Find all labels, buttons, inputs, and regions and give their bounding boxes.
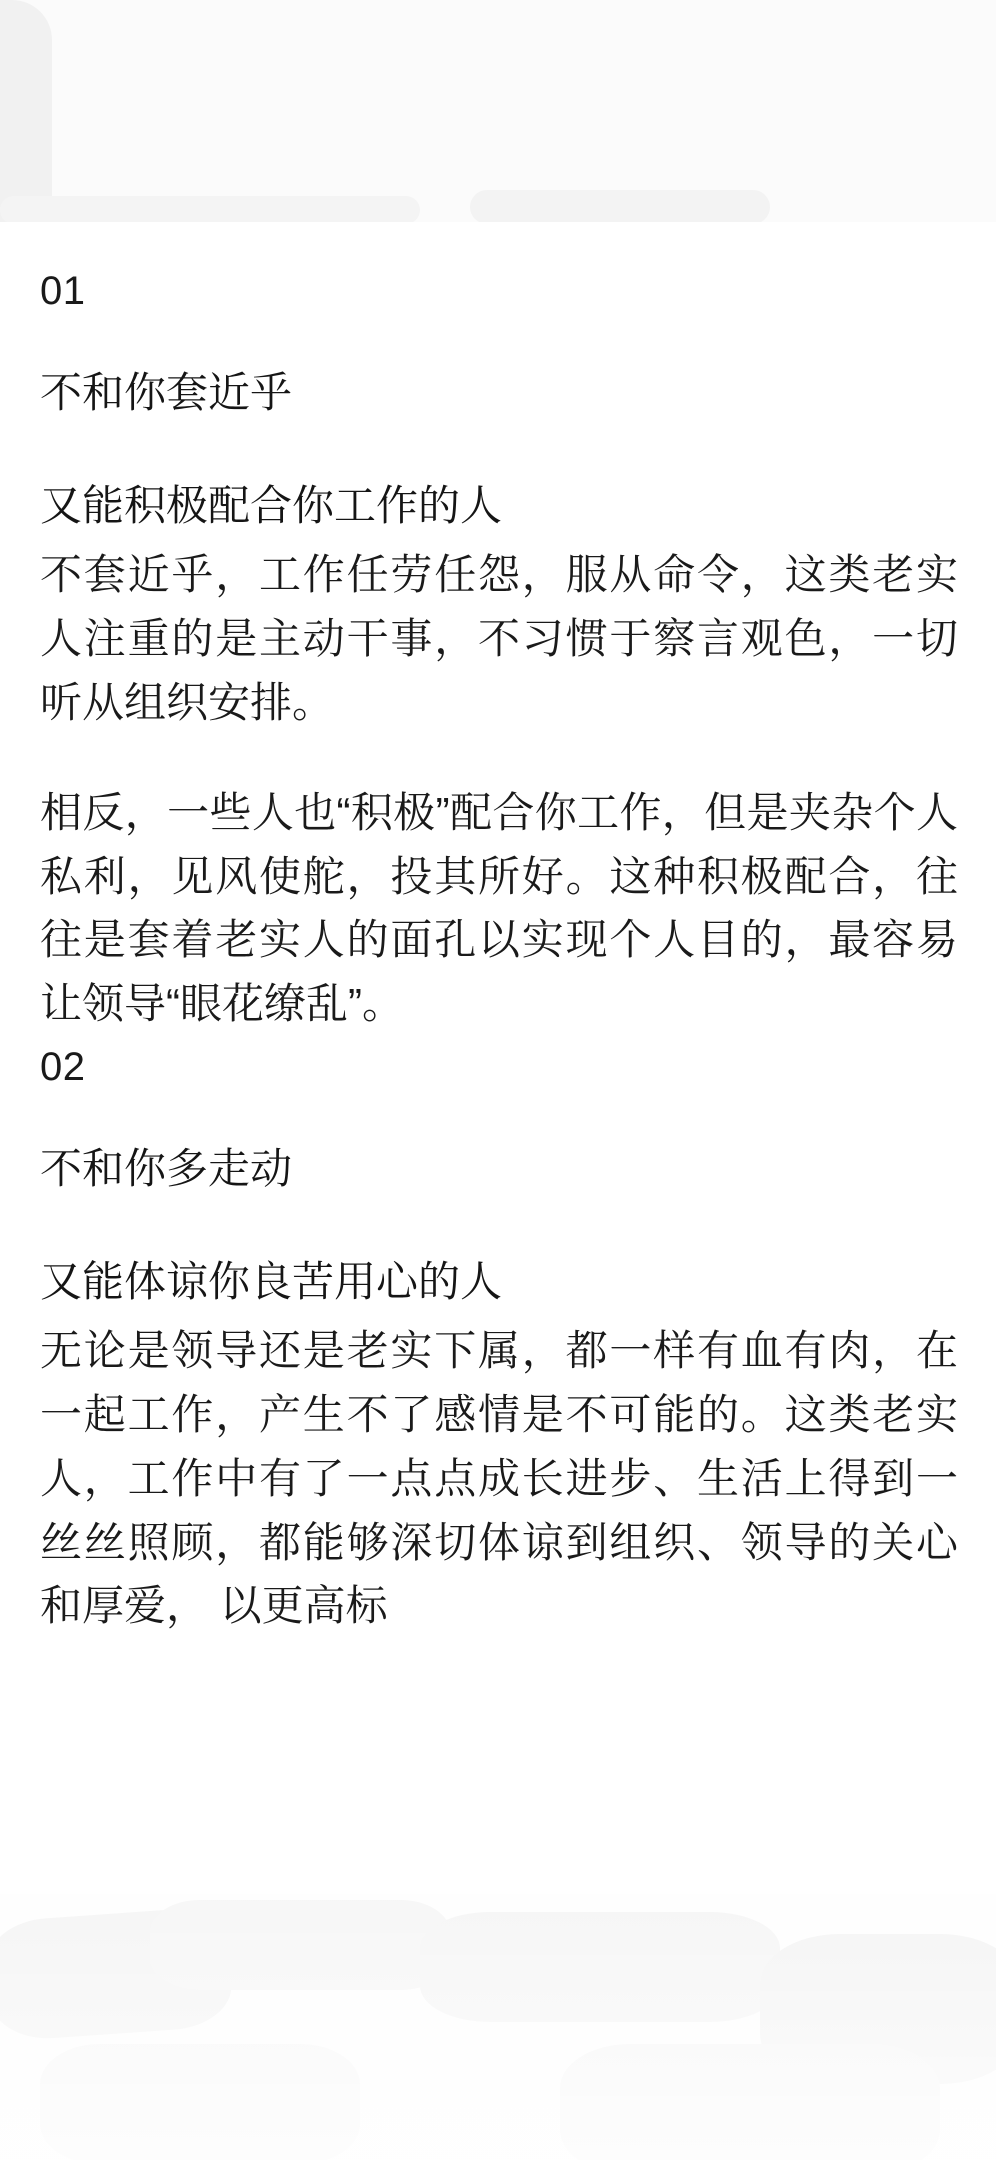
section-number: 01 [40,269,86,313]
bottom-decorative-band [0,1894,996,2160]
article-inner [0,222,996,1638]
paragraph: 相反，一些人也“积极”配合你工作，但是夹杂个人私利，见风使舵，投其所好。这种积极配合，往往是套着老实人的面孔以实现个人目的，最容易让领导“眼花缭乱”。 [40,788,958,1028]
top-decorative-band [0,0,996,222]
paragraph: 不套近乎，工作任劳任怨，服从命令，这类老实人注重的是主动干事，不习惯于察言观色，一切听从组织安排。 [40,551,958,726]
decorative-shape-icon [470,190,770,224]
section-number: 02 [40,1044,86,1089]
section-subheading: 又能体谅你良苦用心的人 [40,1257,503,1305]
decorative-shape-icon [0,196,420,224]
decorative-fade-overlay [0,1894,996,2160]
section-heading: 不和你套近乎 [40,369,293,416]
article-content [0,222,996,1894]
section-heading: 不和你多走动 [40,1144,293,1192]
decorative-shape-icon [0,0,52,222]
paragraph: 无论是领导还是老实下属，都一样有血有肉，在一起工作，产生不了感情是不可能的。这类老实人，工作中有了一点点成长进步、生活上得到一丝丝照顾，都能够深切体谅到组织、领导的关心和厚爱， 以更高标 [40,1327,958,1630]
section-subheading: 又能积极配合你工作的人 [40,481,503,529]
